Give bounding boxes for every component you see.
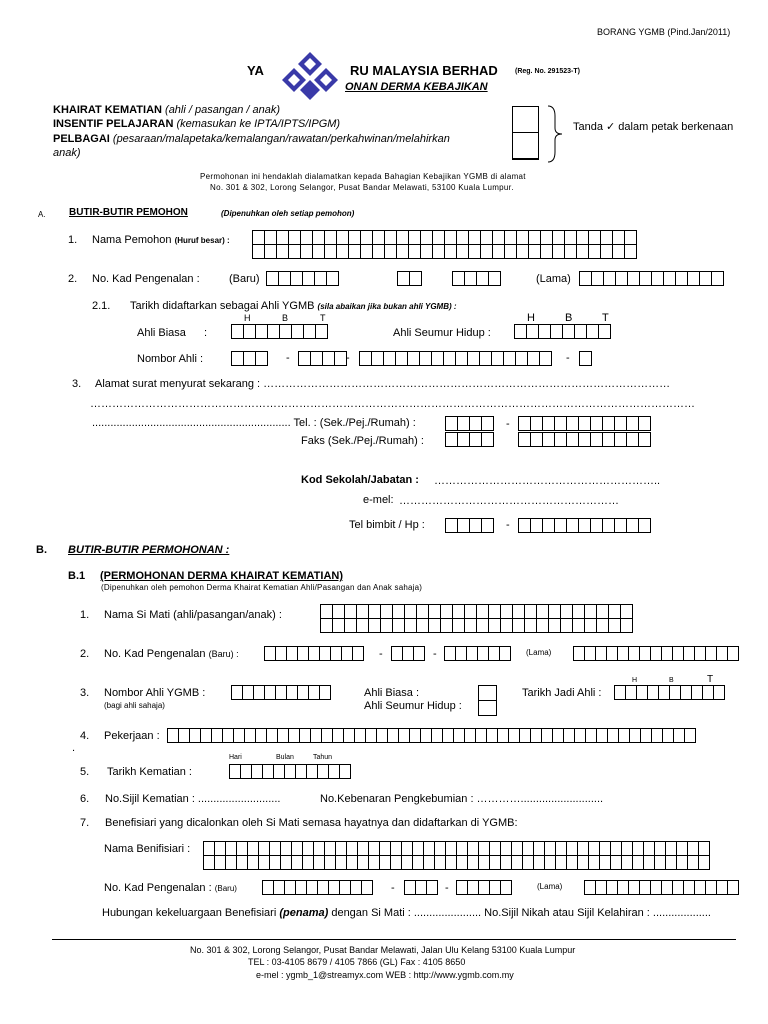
b-q2-label: No. Kad Pengenalan (Baru) : [104,648,239,660]
footer-tel: TEL : 03-4105 8679 / 4105 7866 (GL) Fax : 4105 8650 [248,957,466,967]
a2-lama: (Lama) [536,273,571,285]
b-nokp-part3[interactable] [456,880,512,895]
a3-line3: ................................................................. Tel. : (Sek./Pej./Rumah) : [92,417,416,429]
a21-num: 2.1. [92,300,111,312]
b-q3-label: Nombor Ahli YGMB : [104,687,206,699]
input-cell[interactable] [698,841,710,856]
b-ahli-seumur-checkbox[interactable] [478,700,497,716]
a1-num: 1. [68,234,78,246]
ahli-biasa-label: Ahli Biasa [137,327,186,339]
a21-h2: H [527,312,535,324]
nama-benef-grid-top[interactable] [203,841,710,856]
a21-label: Tarikh didaftarkan sebagai Ahli YGMB (sila abaikan jika bukan ahli YGMB) : [130,300,457,312]
footer-email-web: e-mel : ygmb_1@streamyx.com WEB : http://www.ygmb.com.my [256,970,514,980]
input-cell[interactable] [500,880,512,895]
kod-sekolah-dots: …………………………………………………….. [434,475,661,487]
b-q5-label: Tarikh Kematian : [107,766,192,778]
b-q3-member-grid[interactable] [231,685,331,700]
a1-name-grid-top[interactable] [252,230,637,245]
b-q7-label: Benefisiari yang dicalonkan oleh Si Mati semasa hayatnya dan didaftarkan di YGMB: [105,817,518,829]
a21-t: T [320,313,326,323]
b-q2-dash1: - [379,648,383,660]
a2-baru: (Baru) [229,273,260,285]
b-q1-label: Nama Si Mati (ahli/pasangan/anak) : [104,609,282,621]
b-q4-num: 4. [80,730,90,742]
a1-name-grid-bottom[interactable] [252,244,637,259]
b-q6-label: No.Sijil Kematian : ........................... [105,793,281,805]
tick-note: Tanda ✓ dalam petak berkenaan [573,121,734,133]
a21-t2: T [602,312,609,324]
b-ahli-biasa-checkbox[interactable] [478,685,497,701]
b-ahli-biasa: Ahli Biasa : [364,687,420,699]
b-q2-ic-part1[interactable] [264,646,364,661]
tel-part1[interactable] [445,416,494,431]
input-cell[interactable] [413,646,425,661]
input-cell[interactable] [620,604,633,619]
b-q2-dash2: - [433,648,437,660]
b-q3-num: 3. [80,687,90,699]
b-hbt-h: H [632,677,638,684]
faks-label: Faks (Sek./Pej./Rumah) : [301,435,424,447]
faks-part1[interactable] [445,432,494,447]
input-cell[interactable] [315,324,328,339]
stray-dot: . [72,742,76,754]
a2-ic-part2[interactable] [397,271,422,286]
b1-title: (PERMOHONAN DERMA KHAIRAT KEMATIAN) [100,570,343,582]
b-nokp-dash1: - [391,882,395,894]
nama-benef-label: Nama Benifisiari : [104,843,191,855]
b-nokp-dash2: - [445,882,449,894]
b-q4-label: Pekerjaan : [104,730,160,742]
b-q2-ic-part3[interactable] [444,646,511,661]
section-a-note: (Dipenuhkan oleh setiap pemohon) [221,209,355,218]
input-cell[interactable] [409,271,422,286]
faks-part2[interactable] [518,432,651,447]
input-cell[interactable] [488,271,501,286]
input-cell[interactable] [481,416,494,431]
b-q7-num: 7. [80,817,90,829]
b-hbt-b: B [669,677,674,684]
nombor-ahli-dash2: - [346,352,350,364]
tel-bimbit-label: Tel bimbit / Hp : [349,519,425,531]
input-cell[interactable] [624,230,637,245]
section-a-letter: A. [38,210,46,219]
b-q5-date-grid[interactable] [229,764,351,779]
nombor-ahli-label: Nombor Ahli : [137,353,204,365]
kod-sekolah-label: Kod Sekolah/Jabatan : [301,474,419,486]
input-cell[interactable] [579,351,592,366]
b-q4-grid[interactable] [167,728,696,743]
footer-address: No. 301 & 302, Lorong Selangor, Pusat Bandar Melawati, Jalan Ulu Kelang 53100 Kuala Lumpur [190,945,576,955]
input-cell[interactable] [339,764,351,779]
b1-note: (Dipenuhkan oleh pemohon Derma Khairat Kematian Ahli/Pasangan dan Anak sahaja) [101,583,423,592]
a3-line2: ………………………………………………………………………………………………………………………………………………… [90,398,695,410]
emel-dots: …………………………………………………… [399,495,619,507]
input-cell[interactable] [727,880,739,895]
nombor-ahli-dash3: - [566,352,570,364]
b-nokp-lama-grid[interactable] [584,880,739,895]
input-cell[interactable] [426,880,438,895]
input-cell[interactable] [481,432,494,447]
input-cell[interactable] [352,646,364,661]
input-cell[interactable] [713,685,725,700]
header-title-right: RU MALAYSIA BERHAD [350,63,498,78]
hubungan-line: Hubungan kekeluargaan Benefisiari (penama) dengan Si Mati : ...................... No.Sijil Nikah atau Sijil Kelahiran : ................... [102,907,711,919]
ahli-biasa-date[interactable] [231,324,328,339]
b-q2-num: 2. [80,648,90,660]
a3-num: 3. [72,378,82,390]
nombor-ahli-part4[interactable] [579,351,592,366]
a2-label: No. Kad Pengenalan : [92,273,200,285]
input-cell[interactable] [499,646,511,661]
header-reg-no: (Reg. No. 291523-T) [515,68,580,75]
tel-part2[interactable] [518,416,651,431]
category-insentif: INSENTIF PELAJARAN (kemasukan ke IPTA/IPTS/IPGM) [53,118,341,130]
input-cell[interactable] [638,518,651,533]
b-nokp-label: No. Kad Pengenalan : (Baru) [104,882,237,894]
date-head-tahun: Tahun [313,754,333,761]
input-cell[interactable] [319,685,331,700]
input-cell[interactable] [255,351,268,366]
a2-ic-part1[interactable] [266,271,339,286]
ahli-seumur-date[interactable] [514,324,611,339]
a21-b: B [282,313,289,323]
input-cell[interactable] [698,855,710,870]
b-q2-ic-lama[interactable] [573,646,739,661]
a1-label: Nama Pemohon (Huruf besar) : [92,234,230,246]
input-cell[interactable] [727,646,739,661]
b-ahli-seumur: Ahli Seumur Hidup : [364,700,462,712]
b-hbt-t: T [707,674,714,685]
tel-dash: - [506,418,510,430]
b1-num: B.1 [68,570,86,582]
address-intro: Permohonan ini hendaklah dialamatkan kepada Bahagian Kebajikan YGMB di alamat [200,172,526,181]
footer-divider [52,939,736,940]
a21-b2: B [565,312,573,324]
nombor-ahli-part1[interactable] [231,351,268,366]
hp-dash: - [506,519,510,531]
b-q2-lama: (Lama) [526,648,552,657]
input-cell[interactable] [624,244,637,259]
b-q1-num: 1. [80,609,90,621]
b-tarikh-jadi-grid[interactable] [614,685,725,700]
input-cell[interactable] [684,728,696,743]
section-b-title: BUTIR-BUTIR PERMOHONAN : [68,544,230,556]
input-cell[interactable] [598,324,611,339]
b-nokp-part2[interactable] [404,880,438,895]
hp-part1[interactable] [445,518,494,533]
b-q1-grid-bottom[interactable] [320,618,633,633]
checkbox-pelbagai[interactable] [512,132,539,160]
b-nokp-lama: (Lama) [537,882,563,891]
nama-benef-grid-bottom[interactable] [203,855,710,870]
a2-num: 2. [68,273,78,285]
b-q6-num: 6. [80,793,90,805]
category-khairat: KHAIRAT KEMATIAN (ahli / pasangan / anak) [53,104,280,116]
ahli-biasa-colon: : [204,327,208,339]
input-cell[interactable] [620,618,633,633]
header-subtitle: ONAN DERMA KEBAJIKAN [345,81,488,93]
input-cell[interactable] [638,416,651,431]
b-q1-grid-top[interactable] [320,604,633,619]
input-cell[interactable] [326,271,339,286]
nombor-ahli-part3[interactable] [359,351,552,366]
emel-label: e-mel: [363,494,394,506]
category-pelbagai: PELBAGAI (pesaraan/malapetaka/kemalangan/rawatan/perkahwinan/melahirkan [53,133,450,145]
input-cell[interactable] [481,518,494,533]
ahli-seumur-label: Ahli Seumur Hidup : [393,327,491,339]
b-nokp-part1[interactable] [262,880,373,895]
b-q6-right: No.Kebenaran Pengkebumian : …………........................... [320,793,604,805]
b-q3-note: (bagi ahli sahaja) [104,701,165,710]
a2-ic-lama[interactable] [579,271,724,286]
brace-icon [545,104,565,164]
input-cell[interactable] [711,271,724,286]
date-head-bulan: Bulan [276,754,294,761]
address-line: No. 301 & 302, Lorong Selangor, Pusat Bandar Melawati, 53100 Kuala Lumpur. [210,183,514,192]
section-a-title: BUTIR-BUTIR PEMOHON [69,207,188,218]
nombor-ahli-part2[interactable] [298,351,347,366]
b-q5-num: 5. [80,766,90,778]
date-head-hari: Hari [229,754,242,761]
a21-h: H [244,313,251,323]
category-pelbagai-cont: anak) [53,147,81,159]
nombor-ahli-dash1: - [286,352,290,364]
a3-label: Alamat surat menyurat sekarang : ………………………………………………………………………………………………… [95,378,671,390]
input-cell[interactable] [361,880,373,895]
hp-part2[interactable] [518,518,651,533]
b-tarikh-jadi: Tarikh Jadi Ahli : [522,687,602,699]
header-title-left: YA [247,63,264,78]
form-code: BORANG YGMB (Pind.Jan/2011) [597,27,731,37]
ygmb-logo-icon [270,50,350,102]
section-b-letter: B. [36,544,47,556]
b-q2-ic-part2[interactable] [391,646,425,661]
input-cell[interactable] [539,351,552,366]
a2-ic-part3[interactable] [452,271,501,286]
input-cell[interactable] [638,432,651,447]
